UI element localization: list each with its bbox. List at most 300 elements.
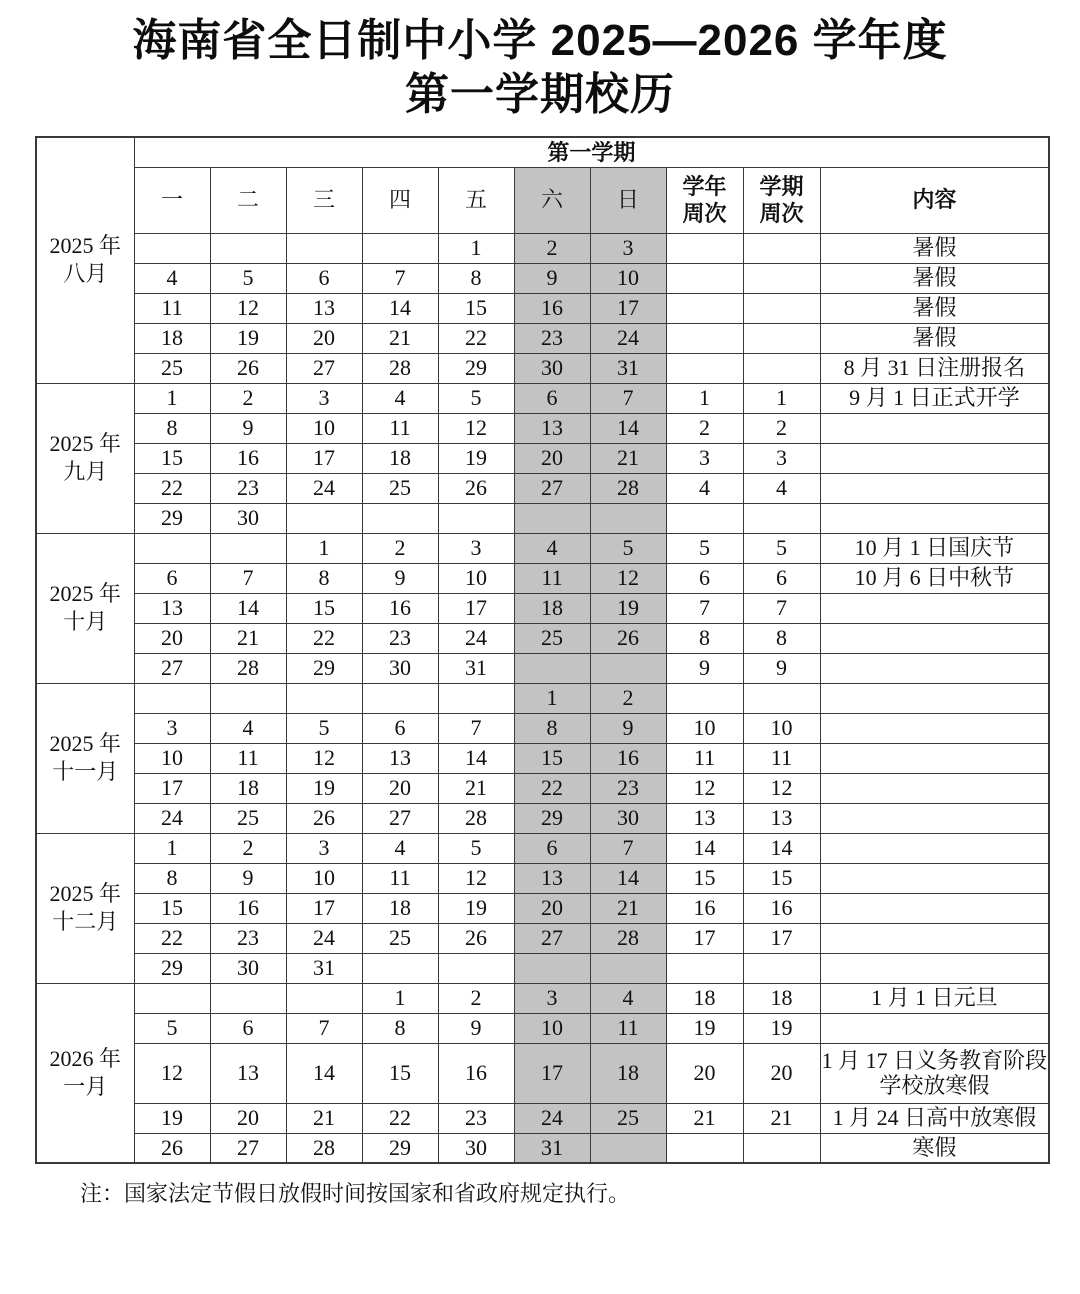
day-cell: 29 — [362, 1133, 438, 1163]
day-cell: 22 — [438, 323, 514, 353]
day-cell: 5 — [438, 383, 514, 413]
day-cell: 14 — [438, 743, 514, 773]
content-cell — [820, 593, 1049, 623]
day-cell: 27 — [210, 1133, 286, 1163]
day-cell: 27 — [514, 473, 590, 503]
day-cell: 6 — [286, 263, 362, 293]
year-week-cell: 8 — [666, 623, 743, 653]
day-cell: 24 — [286, 923, 362, 953]
year-week-cell: 20 — [666, 1043, 743, 1103]
day-header: 一 — [134, 167, 210, 233]
month-cell — [36, 833, 134, 983]
day-cell — [590, 953, 666, 983]
content-cell — [820, 743, 1049, 773]
day-cell: 16 — [590, 743, 666, 773]
year-week-cell: 19 — [666, 1013, 743, 1043]
month-cell-line: 2025 年 — [49, 881, 121, 906]
day-header: 日 — [590, 167, 666, 233]
day-header: 四 — [362, 167, 438, 233]
content-cell: 暑假 — [820, 263, 1049, 293]
day-cell: 17 — [286, 893, 362, 923]
day-cell: 3 — [286, 383, 362, 413]
day-header: 五 — [438, 167, 514, 233]
year-week-header-line: 学年 — [682, 174, 727, 199]
day-cell: 13 — [514, 413, 590, 443]
day-cell: 27 — [362, 803, 438, 833]
day-cell: 6 — [210, 1013, 286, 1043]
calendar-table-container — [0, 136, 1080, 1164]
year-week-cell: 21 — [666, 1103, 743, 1133]
day-cell: 7 — [286, 1013, 362, 1043]
day-cell: 24 — [134, 803, 210, 833]
day-cell: 23 — [362, 623, 438, 653]
month-cell — [36, 683, 134, 833]
day-cell: 20 — [286, 323, 362, 353]
month-cell-line: 2025 年 — [49, 233, 121, 259]
page-title-line2: 第一学期校历 — [405, 70, 675, 119]
content-cell: 9 月 1 日正式开学 — [820, 383, 1049, 413]
day-cell: 15 — [438, 293, 514, 323]
day-cell: 21 — [438, 773, 514, 803]
content-cell — [820, 773, 1049, 803]
day-cell: 21 — [362, 323, 438, 353]
day-cell: 23 — [438, 1103, 514, 1133]
day-cell: 4 — [134, 263, 210, 293]
month-cell — [36, 137, 134, 383]
day-cell: 24 — [514, 1103, 590, 1133]
year-week-cell: 16 — [666, 893, 743, 923]
day-cell: 31 — [286, 953, 362, 983]
day-cell: 12 — [438, 863, 514, 893]
day-cell: 20 — [210, 1103, 286, 1133]
day-cell: 25 — [362, 473, 438, 503]
day-cell: 5 — [590, 533, 666, 563]
day-cell: 19 — [210, 323, 286, 353]
day-cell: 16 — [210, 893, 286, 923]
month-cell — [36, 983, 134, 1163]
day-cell: 6 — [514, 833, 590, 863]
year-week-cell — [666, 1133, 743, 1163]
day-cell: 28 — [362, 353, 438, 383]
day-cell — [362, 953, 438, 983]
day-cell: 29 — [134, 953, 210, 983]
day-cell — [438, 953, 514, 983]
year-week-cell: 15 — [666, 863, 743, 893]
day-cell: 18 — [210, 773, 286, 803]
day-cell: 10 — [438, 563, 514, 593]
day-cell: 31 — [438, 653, 514, 683]
day-cell: 22 — [134, 473, 210, 503]
day-cell — [210, 233, 286, 263]
content-cell — [820, 953, 1049, 983]
day-cell: 3 — [590, 233, 666, 263]
day-cell: 21 — [590, 893, 666, 923]
term-week-cell — [743, 293, 820, 323]
day-cell: 13 — [134, 593, 210, 623]
term-week-cell: 1 — [743, 383, 820, 413]
day-cell: 13 — [362, 743, 438, 773]
month-cell — [36, 533, 134, 683]
year-week-cell: 18 — [666, 983, 743, 1013]
content-cell: 暑假 — [820, 233, 1049, 263]
day-cell: 28 — [210, 653, 286, 683]
day-cell: 13 — [514, 863, 590, 893]
day-cell: 31 — [514, 1133, 590, 1163]
day-cell: 21 — [210, 623, 286, 653]
calendar-week-row — [36, 623, 1049, 653]
calendar-week-row — [36, 1013, 1049, 1043]
month-cell-line: 十月 — [63, 609, 108, 634]
day-cell: 14 — [590, 413, 666, 443]
calendar-week-row — [36, 293, 1049, 323]
day-cell: 15 — [134, 893, 210, 923]
day-cell: 25 — [590, 1103, 666, 1133]
calendar-week-row — [36, 323, 1049, 353]
term-week-cell: 19 — [743, 1013, 820, 1043]
calendar-week-row — [36, 473, 1049, 503]
day-cell: 5 — [210, 263, 286, 293]
day-cell: 16 — [362, 593, 438, 623]
day-cell: 23 — [590, 773, 666, 803]
content-cell — [820, 473, 1049, 503]
day-cell: 28 — [438, 803, 514, 833]
term-week-cell: 15 — [743, 863, 820, 893]
day-cell: 26 — [134, 1133, 210, 1163]
day-cell: 5 — [286, 713, 362, 743]
calendar-week-row — [36, 533, 1049, 563]
calendar-week-row — [36, 563, 1049, 593]
day-cell: 29 — [514, 803, 590, 833]
content-cell — [820, 923, 1049, 953]
day-cell: 17 — [286, 443, 362, 473]
day-cell: 13 — [286, 293, 362, 323]
day-cell: 15 — [286, 593, 362, 623]
day-cell: 4 — [210, 713, 286, 743]
day-cell — [210, 983, 286, 1013]
content-header: 内容 — [820, 167, 1049, 233]
content-cell — [820, 683, 1049, 713]
content-cell: 暑假 — [820, 293, 1049, 323]
day-cell: 29 — [134, 503, 210, 533]
year-week-cell: 14 — [666, 833, 743, 863]
day-cell: 24 — [438, 623, 514, 653]
year-week-cell — [666, 263, 743, 293]
day-cell — [438, 683, 514, 713]
year-week-cell: 2 — [666, 413, 743, 443]
calendar-week-row — [36, 503, 1049, 533]
year-week-cell: 3 — [666, 443, 743, 473]
day-cell: 18 — [362, 893, 438, 923]
content-cell — [820, 713, 1049, 743]
day-cell: 25 — [362, 923, 438, 953]
day-cell: 4 — [362, 833, 438, 863]
day-header: 二 — [210, 167, 286, 233]
month-cell — [36, 383, 134, 533]
content-cell — [820, 623, 1049, 653]
day-header: 六 — [514, 167, 590, 233]
content-cell — [820, 413, 1049, 443]
content-cell: 暑假 — [820, 323, 1049, 353]
day-cell — [286, 983, 362, 1013]
day-cell — [362, 233, 438, 263]
calendar-week-row — [36, 1133, 1049, 1163]
calendar-week-row — [36, 1043, 1049, 1103]
day-cell: 5 — [134, 1013, 210, 1043]
year-week-cell: 17 — [666, 923, 743, 953]
day-cell: 10 — [514, 1013, 590, 1043]
calendar-week-row — [36, 773, 1049, 803]
term-week-cell — [743, 503, 820, 533]
day-cell: 12 — [590, 563, 666, 593]
calendar-week-row — [36, 383, 1049, 413]
day-cell: 21 — [286, 1103, 362, 1133]
day-cell: 8 — [438, 263, 514, 293]
month-cell-line: 九月 — [63, 459, 108, 484]
semester-header: 第一学期 — [134, 137, 1049, 167]
day-cell: 15 — [134, 443, 210, 473]
term-week-cell: 17 — [743, 923, 820, 953]
day-cell: 5 — [438, 833, 514, 863]
content-cell: 10 月 6 日中秋节 — [820, 563, 1049, 593]
term-week-cell: 5 — [743, 533, 820, 563]
day-cell: 3 — [286, 833, 362, 863]
calendar-week-row — [36, 923, 1049, 953]
content-cell: 寒假 — [820, 1133, 1049, 1163]
day-cell: 27 — [286, 353, 362, 383]
day-cell — [514, 503, 590, 533]
day-cell: 8 — [134, 863, 210, 893]
term-week-cell: 4 — [743, 473, 820, 503]
year-week-cell: 6 — [666, 563, 743, 593]
day-cell: 2 — [362, 533, 438, 563]
day-cell: 3 — [514, 983, 590, 1013]
year-week-cell: 7 — [666, 593, 743, 623]
day-cell: 12 — [134, 1043, 210, 1103]
day-cell: 26 — [286, 803, 362, 833]
day-cell: 25 — [514, 623, 590, 653]
day-cell — [134, 533, 210, 563]
calendar-week-row — [36, 413, 1049, 443]
term-week-cell: 18 — [743, 983, 820, 1013]
day-cell: 2 — [210, 833, 286, 863]
year-week-cell: 4 — [666, 473, 743, 503]
day-cell: 1 — [438, 233, 514, 263]
page-title-line1: 海南省全日制中小学 2025—2026 学年度 — [132, 16, 948, 65]
content-cell: 1 月 1 日元旦 — [820, 983, 1049, 1013]
day-cell: 7 — [438, 713, 514, 743]
day-cell: 11 — [362, 413, 438, 443]
year-week-cell — [666, 293, 743, 323]
content-cell: 8 月 31 日注册报名 — [820, 353, 1049, 383]
day-cell: 11 — [514, 563, 590, 593]
content-cell — [820, 1013, 1049, 1043]
day-cell: 9 — [362, 563, 438, 593]
day-cell: 21 — [590, 443, 666, 473]
footnote: 注：国家法定节假日放假时间按国家和省政府规定执行。 — [80, 1181, 631, 1206]
day-cell: 9 — [438, 1013, 514, 1043]
term-week-cell: 11 — [743, 743, 820, 773]
calendar-week-row — [36, 833, 1049, 863]
day-cell: 27 — [514, 923, 590, 953]
content-cell — [820, 503, 1049, 533]
day-cell: 9 — [514, 263, 590, 293]
day-cell: 19 — [134, 1103, 210, 1133]
day-cell: 30 — [210, 953, 286, 983]
calendar-week-row — [36, 593, 1049, 623]
day-cell: 2 — [210, 383, 286, 413]
day-cell: 6 — [514, 383, 590, 413]
day-cell: 12 — [210, 293, 286, 323]
day-cell: 30 — [590, 803, 666, 833]
day-cell: 14 — [362, 293, 438, 323]
day-cell — [134, 683, 210, 713]
month-cell-line: 十一月 — [52, 759, 119, 784]
day-cell: 16 — [210, 443, 286, 473]
day-cell: 30 — [438, 1133, 514, 1163]
day-header: 三 — [286, 167, 362, 233]
page-title — [0, 14, 1080, 122]
day-cell: 26 — [210, 353, 286, 383]
day-cell — [514, 953, 590, 983]
day-cell — [286, 233, 362, 263]
year-week-cell: 1 — [666, 383, 743, 413]
term-week-cell: 3 — [743, 443, 820, 473]
term-week-cell: 8 — [743, 623, 820, 653]
day-cell: 11 — [210, 743, 286, 773]
day-cell: 8 — [514, 713, 590, 743]
calendar-week-row — [36, 653, 1049, 683]
day-cell: 12 — [286, 743, 362, 773]
day-cell: 8 — [134, 413, 210, 443]
year-week-cell: 10 — [666, 713, 743, 743]
day-cell: 19 — [438, 443, 514, 473]
day-cell: 9 — [210, 863, 286, 893]
term-week-cell — [743, 233, 820, 263]
term-week-cell: 14 — [743, 833, 820, 863]
day-cell: 17 — [590, 293, 666, 323]
term-week-cell: 13 — [743, 803, 820, 833]
day-cell — [362, 503, 438, 533]
day-cell: 30 — [514, 353, 590, 383]
month-cell-line: 一月 — [63, 1073, 108, 1099]
month-cell-line: 2026 年 — [49, 1045, 121, 1071]
content-cell: 10 月 1 日国庆节 — [820, 533, 1049, 563]
day-cell: 26 — [438, 923, 514, 953]
calendar-week-row — [36, 803, 1049, 833]
day-cell: 1 — [134, 833, 210, 863]
day-cell: 7 — [590, 383, 666, 413]
year-week-cell: 13 — [666, 803, 743, 833]
day-cell — [210, 533, 286, 563]
day-cell: 24 — [590, 323, 666, 353]
day-cell: 6 — [362, 713, 438, 743]
calendar-week-row — [36, 713, 1049, 743]
day-cell: 22 — [514, 773, 590, 803]
year-week-cell — [666, 953, 743, 983]
day-cell: 1 — [514, 683, 590, 713]
term-week-cell: 9 — [743, 653, 820, 683]
year-week-cell: 11 — [666, 743, 743, 773]
calendar-week-row — [36, 893, 1049, 923]
year-week-cell — [666, 683, 743, 713]
term-week-cell — [743, 353, 820, 383]
day-cell: 16 — [514, 293, 590, 323]
day-cell: 6 — [134, 563, 210, 593]
day-cell: 4 — [590, 983, 666, 1013]
day-cell: 7 — [210, 563, 286, 593]
calendar-week-row — [36, 263, 1049, 293]
day-cell: 11 — [362, 863, 438, 893]
day-cell — [590, 503, 666, 533]
day-cell — [286, 683, 362, 713]
term-week-header-line: 学期 — [759, 174, 804, 199]
day-cell: 10 — [286, 413, 362, 443]
day-cell: 17 — [514, 1043, 590, 1103]
day-cell: 14 — [210, 593, 286, 623]
day-cell: 10 — [286, 863, 362, 893]
day-cell: 22 — [362, 1103, 438, 1133]
term-week-header-line: 周次 — [759, 201, 804, 226]
term-week-cell: 10 — [743, 713, 820, 743]
term-week-cell — [743, 953, 820, 983]
content-cell — [820, 893, 1049, 923]
day-cell: 2 — [590, 683, 666, 713]
day-cell: 20 — [362, 773, 438, 803]
day-cell: 11 — [590, 1013, 666, 1043]
day-cell: 23 — [210, 473, 286, 503]
day-cell: 19 — [286, 773, 362, 803]
term-week-cell — [743, 263, 820, 293]
day-cell: 25 — [210, 803, 286, 833]
day-cell: 30 — [362, 653, 438, 683]
term-week-cell: 20 — [743, 1043, 820, 1103]
year-week-cell: 5 — [666, 533, 743, 563]
term-week-cell — [743, 683, 820, 713]
day-cell: 10 — [134, 743, 210, 773]
day-cell: 18 — [514, 593, 590, 623]
calendar-week-row — [36, 233, 1049, 263]
day-cell — [362, 683, 438, 713]
day-cell: 28 — [286, 1133, 362, 1163]
day-cell: 22 — [286, 623, 362, 653]
day-cell: 13 — [210, 1043, 286, 1103]
day-cell: 1 — [134, 383, 210, 413]
day-cell: 9 — [590, 713, 666, 743]
day-cell: 15 — [362, 1043, 438, 1103]
day-cell: 19 — [590, 593, 666, 623]
calendar-week-row — [36, 983, 1049, 1013]
day-cell: 4 — [514, 533, 590, 563]
year-week-cell: 12 — [666, 773, 743, 803]
day-cell — [286, 503, 362, 533]
day-cell — [210, 683, 286, 713]
day-cell: 7 — [590, 833, 666, 863]
day-cell: 11 — [134, 293, 210, 323]
day-cell: 1 — [362, 983, 438, 1013]
calendar-week-row — [36, 683, 1049, 713]
day-cell: 20 — [514, 893, 590, 923]
year-week-cell — [666, 503, 743, 533]
day-cell: 23 — [514, 323, 590, 353]
day-cell: 3 — [134, 713, 210, 743]
day-cell — [590, 1133, 666, 1163]
day-cell: 20 — [514, 443, 590, 473]
day-cell: 25 — [134, 353, 210, 383]
day-cell: 4 — [362, 383, 438, 413]
day-cell: 28 — [590, 473, 666, 503]
term-week-cell: 6 — [743, 563, 820, 593]
day-cell: 12 — [438, 413, 514, 443]
